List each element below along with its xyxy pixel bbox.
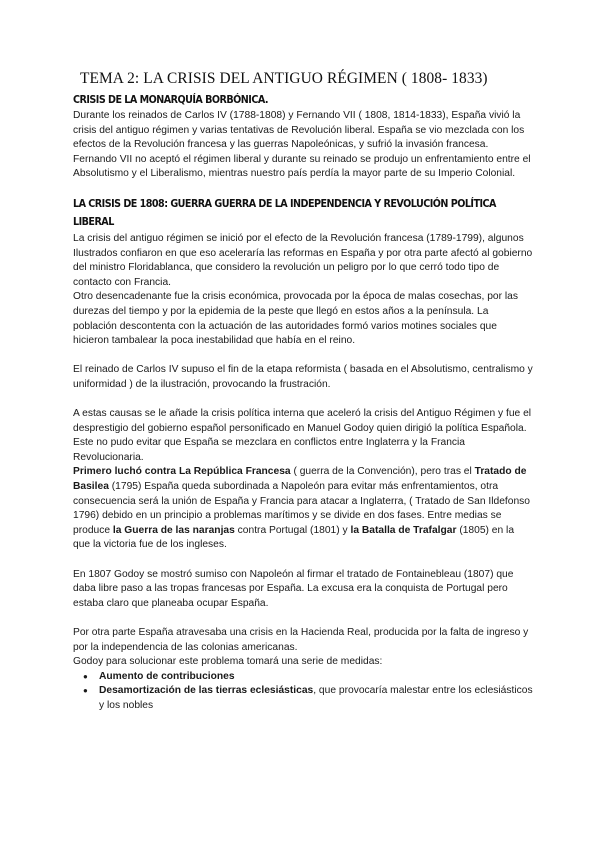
document-title: TEMA 2: LA CRISIS DEL ANTIGUO RÉGIMEN ( 1808- 1833) [80, 70, 488, 87]
paragraph: Por otra parte España atravesaba una crisis en la Hacienda Real, producida por la falta de ingreso y por la independencia de las colonias americanas. [73, 627, 529, 653]
section-heading-crisis-1808 [73, 196, 505, 232]
text-run: , que provocaría malestar entre los eclesiásticos y los nobles [99, 685, 533, 711]
bold-text: la Batalla de Trafalgar [350, 524, 457, 536]
paragraph-mixed [73, 465, 533, 553]
paragraph: Godoy para solucionar este problema tomará una serie de medidas: [73, 656, 383, 668]
bold-text: la Guerra de las naranjas [112, 524, 235, 536]
paragraph: En 1807 Godoy se mostró sumiso con Napoleón al firmar el tratado de Fontainebleau (1807) que daba libre paso a las tropas francesas por España. La excusa era la conquista de Portugal pero estaba claro que planeaba ocupar España. [73, 568, 514, 609]
heading-line: LIBERAL [73, 216, 114, 228]
section-heading-monarquia: CRISIS DE LA MONARQUÍA BORBÓNICA. [73, 95, 269, 106]
paragraph: Durante los reinados de Carlos IV (1788-1808) y Fernando VII ( 1808, 1814-1833), España vivió la crisis del antiguo régimen y varias tentativas de Revolución liberal. España se vio mezclada con los efectos de la Revolución francesa y las guerras Napoleónicas, y sufrió la invasión francesa. [73, 110, 525, 151]
text-run: contra Portugal (1801) y [234, 524, 351, 536]
paragraph: A estas causas se le añade la crisis política interna que aceleró la crisis del Antiguo Régimen y fue el desprestigio del gobierno español personificado en Manuel Godoy quien dirigió la política Española. Este no pudo evitar que España se mezclara en conflictos entre Inglaterra y la Francia Revolucionaria. [73, 408, 532, 463]
bold-text: Primero luchó contra La República Francesa [73, 466, 291, 478]
text-run: (1795) España queda subordinada a Napoleón para evitar más enfrentamientos, otra consecuencia será la unión de España y Francia para atacar a Inglaterra, ( Tratado de San Ildefonso 1796) debido en un principio a problemas marítimos y se divide en dos fases. Entre medias se produce [73, 481, 530, 536]
bold-text: Tratado de Basilea [73, 466, 527, 493]
document-body [73, 93, 533, 714]
bold-text: Desamortización de las tierras eclesiásticas [99, 685, 314, 697]
paragraph: Fernando VII no aceptó el régimen liberal y durante su reinado se produjo un enfrentamiento entre el Absolutismo y el Liberalismo, mientras nuestro país perdía la mayor parte de su Imperio Colonial. [73, 153, 531, 180]
paragraph: La crisis del antiguo régimen se inició por el efecto de la Revolución francesa (1789-1799), algunos Ilustrados confiaron en que eso aceleraría las reformas en España y por otra parte afectó al gobierno del ministro Floridablanca, que considero la revolución un peligro por lo que cerró todo tipo de contacto con Francia. [73, 232, 533, 288]
list-item [73, 670, 533, 685]
bold-text: Aumento de contribuciones [99, 670, 235, 682]
text-run: ( guerra de la Convención), pero tras el [290, 466, 475, 478]
list-item [73, 684, 533, 713]
heading-line: LA CRISIS DE 1808: GUERRA GUERRA DE LA INDEPENDENCIA Y REVOLUCIÓN POLÍTICA [73, 198, 496, 210]
measures-list [73, 670, 533, 714]
paragraph: El reinado de Carlos IV supuso el fin de la etapa reformista ( basada en el Absolutismo, centralismo y uniformidad ) de la ilustración, provocando la frustración. [73, 364, 533, 390]
text-run: (1805) en la que la victoria fue de los ingleses. [73, 524, 515, 551]
paragraph: Otro desencadenante fue la crisis económica, provocada por la época de malas cosechas, por las durezas del tiempo y por la epidemia de la peste que llegó en estos años a la península. La población descontenta con la actuación de las autoridades formó varios motines sociales que hicieron tambalear la poca inestabilidad que había en el reino. [73, 291, 518, 347]
